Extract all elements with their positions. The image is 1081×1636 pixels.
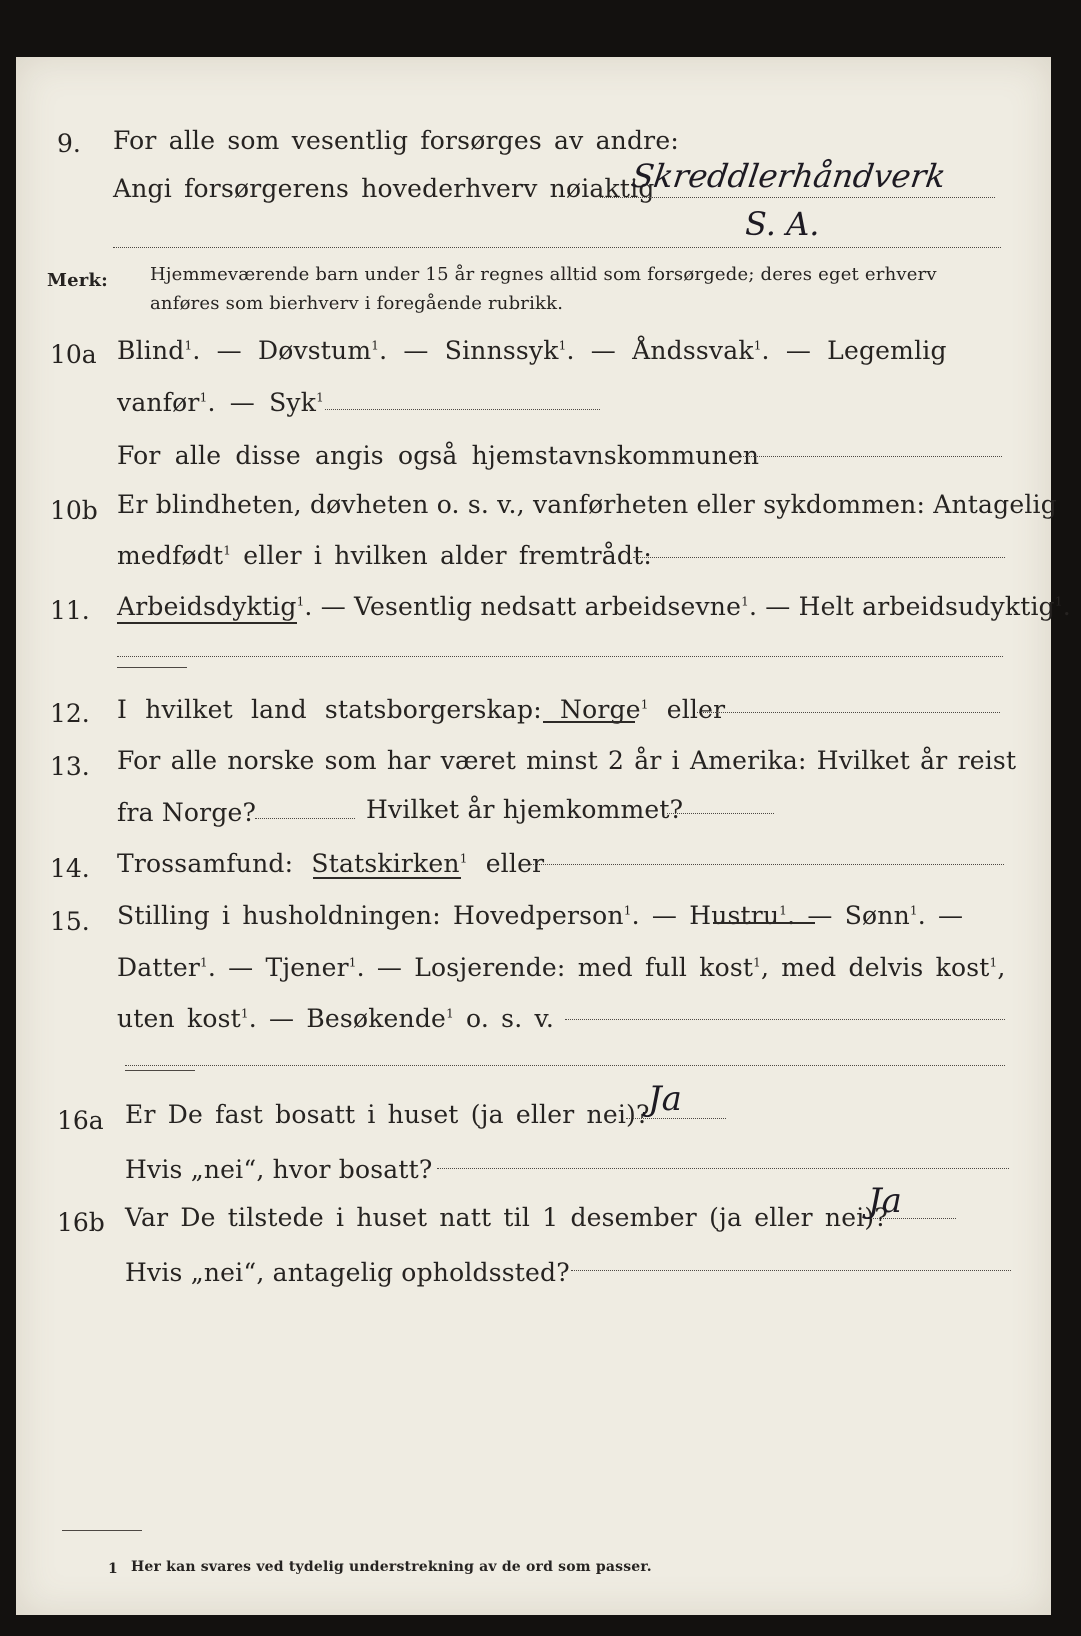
option-vanfor: vanfør: [117, 388, 200, 417]
merk-label: Merk:: [47, 270, 108, 291]
question-11-number: 11.: [50, 596, 90, 625]
arbeidsdyktig-underline: [117, 622, 297, 624]
question-15-line-2: Datter$^1$. — Tjener$^1$. — Losjerende: med full kost$^1$, med delvis kost$^1$,: [117, 953, 1006, 982]
footnote-rule: [62, 1530, 142, 1531]
question-10b-alder-line: [633, 557, 1005, 558]
question-9-answer-abbreviation: S. A.: [745, 205, 820, 243]
option-andssvak: . — Åndssvak: [566, 336, 754, 365]
question-15-line-1: Stilling i husholdningen: Hovedperson$^1$. — Hustru$^1$. — Sønn$^1$. —: [117, 901, 964, 930]
question-16a-bosatt-line: [437, 1168, 1009, 1169]
question-10b-line-2: medfødt$^1$ eller i hvilken alder fremtrådt:: [117, 541, 652, 570]
option-legemlig: . — Legemlig: [761, 336, 947, 365]
question-9-number: 9.: [57, 129, 81, 158]
footnote-mark: 1: [108, 1561, 118, 1577]
question-14-number: 14.: [50, 854, 90, 883]
question-10a-syk-line: [325, 409, 600, 410]
option-norge: Norge: [560, 695, 641, 724]
question-10a-line-2: vanfør$^1$. — Syk$^1$: [117, 388, 324, 417]
question-16b-line-2: Hvis „nei“, antagelig opholdssted?: [125, 1258, 570, 1287]
statskirken-underline: [313, 877, 461, 879]
question-16a-answer: Ja: [648, 1079, 682, 1119]
option-dovstum: . — Døvstum: [192, 336, 372, 365]
question-14-line: Trossamfund: Statskirken$^1$ eller: [117, 849, 545, 878]
question-16a-line-1: Er De fast bosatt i huset (ja eller nei)?: [125, 1100, 650, 1129]
question-10a-hjemstavn-line: [730, 456, 1002, 457]
question-11-line: Arbeidsdyktig$^1$. — Vesentlig nedsatt arbeidsevne$^1$. — Helt arbeidsudyktig$^1$.: [117, 592, 1071, 621]
footnote-text: Her kan svares ved tydelig understrekning av de ord som passer.: [131, 1559, 652, 1575]
question-16b-line-1: Var De tilstede i huset natt til 1 desember (ja eller nei)?: [125, 1203, 888, 1232]
question-16a-number: 16a: [57, 1106, 104, 1135]
question-15-solid-line: [125, 1070, 195, 1071]
question-11-solid-line: [117, 667, 187, 668]
question-16b-answer: Ja: [868, 1181, 902, 1221]
question-15-continuation-line: [125, 1065, 1005, 1066]
question-13-reist-line: [255, 818, 355, 819]
question-15-line-3: uten kost$^1$. — Besøkende$^1$ o. s. v.: [117, 1004, 554, 1033]
question-10a-number: 10a: [50, 340, 97, 369]
question-16b-opholdssted-line: [571, 1270, 1011, 1271]
question-15-answer-line: [565, 1019, 1005, 1020]
question-16a-line-2: Hvis „nei“, hvor bosatt?: [125, 1155, 433, 1184]
merk-note-line-2: anføres som bierhverv i foregående rubrikk.: [150, 293, 564, 314]
question-9-line-2: Angi forsørgerens hovederhverv nøiaktig: [113, 174, 655, 203]
option-arbeidsudyktig: . — Helt arbeidsudyktig: [748, 592, 1055, 621]
option-syk: . — Syk: [207, 388, 317, 417]
question-11-answer-line: [117, 656, 1003, 657]
census-form-page: [16, 57, 1051, 1615]
question-9-continuation-line: [113, 247, 1001, 248]
hustru-underline: [713, 922, 815, 924]
question-13-hjemkommet-line: [667, 813, 774, 814]
question-9-line-1: For alle som vesentlig forsørges av andre:: [113, 126, 679, 155]
question-16b-number: 16b: [57, 1208, 105, 1237]
norge-underline: [543, 721, 635, 723]
question-9-answer: Skreddlerhåndverk: [629, 157, 949, 195]
question-12-line: I hvilket land statsborgerskap: Norge$^1$ eller: [117, 695, 726, 724]
option-nedsatt: . — Vesentlig nedsatt arbeidsevne: [304, 592, 742, 621]
question-15-number: 15.: [50, 907, 90, 936]
option-arbeidsdyktig: Arbeidsdyktig: [117, 592, 297, 621]
question-10a-line-3: For alle disse angis også hjemstavnskommunen: [117, 441, 760, 470]
question-9-answer-line: [600, 197, 995, 198]
question-13-line-2a: fra Norge?: [117, 798, 257, 827]
option-sinnssyk: . — Sinnssyk: [379, 336, 559, 365]
option-hustru: Hustru: [689, 901, 780, 930]
question-10a-line-1: Blind$^1$. — Døvstum$^1$. — Sinnssyk$^1$. — Åndssvak$^1$. — Legemlig: [117, 336, 947, 365]
merk-note-line-1: Hjemmeværende barn under 15 år regnes alltid som forsørgede; deres eget erhverv: [150, 264, 937, 285]
question-13-line-2b: Hvilket år hjemkommet?: [366, 795, 684, 824]
question-10b-line-1: Er blindheten, døvheten o. s. v., vanførheten eller sykdommen: Antagelig: [117, 490, 1057, 519]
question-14-answer-line: [530, 864, 1004, 865]
question-13-line-1: For alle norske som har været minst 2 år i Amerika: Hvilket år reist: [117, 746, 1017, 775]
option-blind: Blind: [117, 336, 185, 365]
question-13-number: 13.: [50, 752, 90, 781]
question-12-number: 12.: [50, 699, 90, 728]
option-statskirken: Statskirken: [311, 849, 460, 878]
question-10b-number: 10b: [50, 496, 98, 525]
question-12-answer-line: [697, 712, 1000, 713]
